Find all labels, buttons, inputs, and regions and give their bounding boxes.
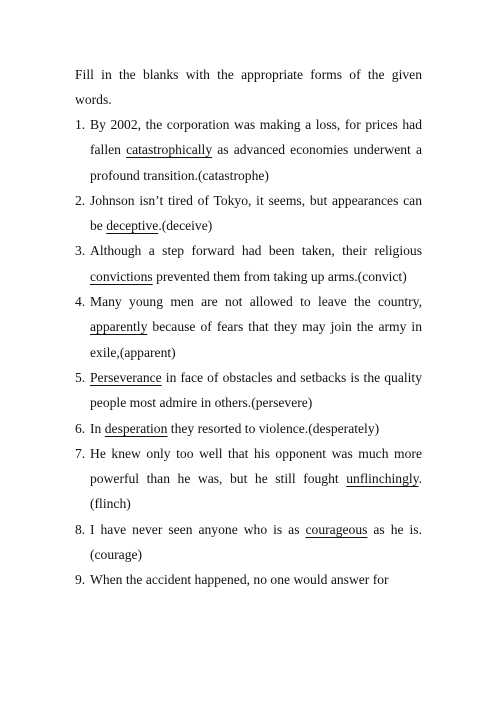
item-number: 5. [75,369,86,385]
item-text: as he is.(courage) [90,521,422,563]
item-number: 2. [75,192,86,208]
list-item [75,365,422,416]
item-text: .(deceive) [158,218,213,234]
list-item [75,289,422,365]
item-number: 7. [75,445,86,461]
item-text: they resorted to violence.(desperately) [167,420,380,436]
item-text: Although a step forward had been taken, their religious [90,243,422,259]
list-item [75,238,422,289]
answer-word: unflinchingly [346,471,419,487]
exercise-list [75,112,422,593]
list-item [75,567,422,592]
item-text: Many young men are not allowed to leave the country, [90,294,422,310]
list-item [75,416,422,441]
item-number: 6. [75,420,86,436]
item-text: in face of obstacles and setbacks is the quality people most admire in others.(persevere) [90,369,422,411]
item-text: He knew only too well that his opponent was much more powerful than he was, but he still fought [90,445,422,487]
answer-word: desperation [104,420,168,436]
list-item [75,441,422,517]
list-item [75,517,422,568]
item-number: 9. [75,572,86,588]
answer-word: Perseverance [90,369,162,385]
item-number: 4. [75,294,86,310]
list-item [75,112,422,188]
item-text: I have never seen anyone who is as [90,521,306,537]
item-number: 8. [75,521,86,537]
item-number: 1. [75,117,86,132]
item-text: .(flinch) [90,471,422,512]
item-text: In [90,420,105,436]
answer-word: deceptive [106,218,159,234]
item-text: When the accident happened, no one would answer for [90,572,389,588]
instructions-text: Fill in the blanks with the appropriate forms of the given words. [75,67,422,108]
answer-word: courageous [305,521,368,537]
item-text: as advanced economies underwent a profound transition.(catastrophe) [90,142,422,183]
list-item [75,188,422,239]
answer-word: apparently [90,319,148,335]
answer-word: convictions [90,268,153,284]
answer-word: catastrophically [126,142,213,158]
item-number: 3. [75,243,86,259]
item-text: Johnson isn’t tired of Tokyo, it seems, but appearances can be [90,192,422,234]
item-text: By 2002, the corporation was making a loss, for prices had fallen [90,117,422,158]
item-text: prevented them from taking up arms.(convict) [152,268,407,284]
item-text: because of fears that they may join the army in exile,(apparent) [90,319,422,360]
